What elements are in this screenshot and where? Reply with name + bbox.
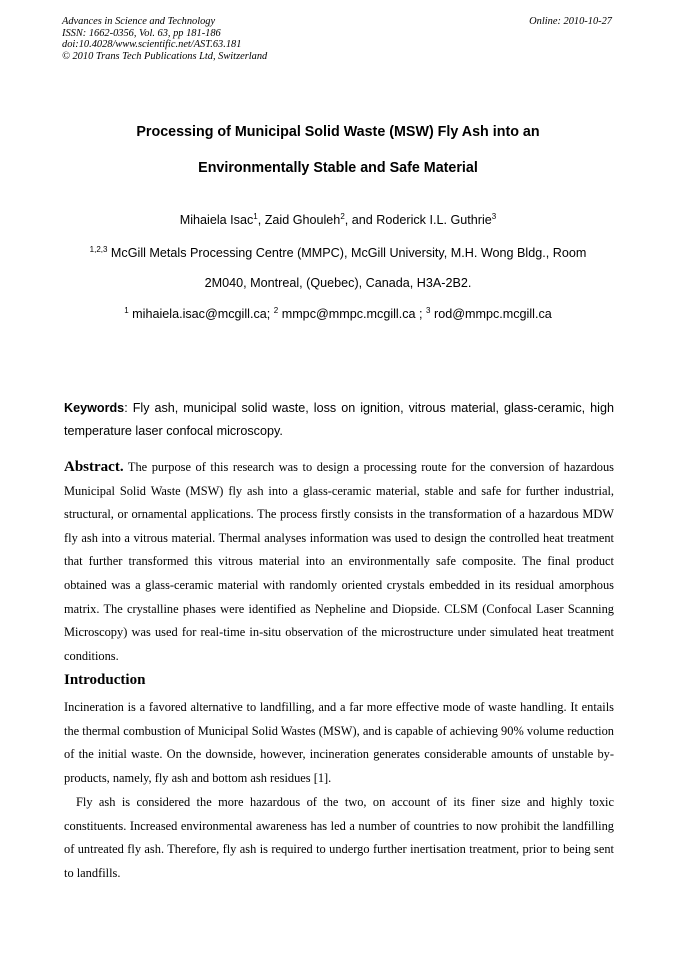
journal-issn: ISSN: 1662-0356, Vol. 63, pp 181-186	[62, 27, 221, 39]
introduction-paragraph-2: Fly ash is considered the more hazardous of the two, on account of its finer size and highly toxic constituents. Increased environmental awareness has led a number of countries to now prohibit the landfilling of untreated fly ash. Therefore, fly ash is required to undergo further inertisation treatment, prior to being sent to landfills.	[64, 795, 614, 880]
author-name: , and Roderick I.L. Guthrie	[344, 213, 492, 227]
author-superscript: 2	[340, 212, 345, 221]
online-date: Online: 2010-10-27	[529, 16, 612, 27]
author-list	[50, 212, 626, 228]
journal-doi: doi:10.4028/www.scientific.net/AST.63.181	[62, 39, 242, 51]
keywords-label: Keywords	[64, 401, 125, 415]
email-link[interactable]: mmpc@mmpc.mcgill.ca ;	[278, 307, 427, 321]
author-superscript: 3	[491, 212, 497, 221]
affiliation-line-2: 2M040, Montreal, (Quebec), Canada, H3A-2B2.	[204, 276, 472, 290]
email-link[interactable]: mihaiela.isac@mcgill.ca;	[128, 307, 274, 321]
journal-header	[62, 16, 267, 62]
journal-name: Advances in Science and Technology	[62, 16, 216, 27]
affiliation-superscript: 1,2,3	[89, 245, 108, 254]
email-superscript: 2	[273, 306, 279, 315]
author-name: Mihaiela Isac	[179, 213, 254, 227]
introduction-heading: Introduction	[64, 672, 146, 688]
email-superscript: 1	[124, 306, 129, 315]
abstract-label: Abstract.	[64, 459, 124, 475]
paper-title-line-1: Processing of Municipal Solid Waste (MSW) Fly Ash into an	[136, 124, 540, 140]
abstract-text: The purpose of this research was to design a processing route for the conversion of hazardous Municipal Solid Waste (MSW) fly ash into a glass-ceramic material, stable and safe for further industrial, structural, or ornamental applications. The process firstly consists in the transformation of a hazardous MDW fly ash into a vitrous material. Thermal analyses information was used to design the controlled heat treatment that further transformed this vitrous material into an environmentally safe composite. The final product obtained was a glass-ceramic material with randomly oriented crystals embedded in its residual amorphous matrix. The crystalline phases were identified as Nepheline and Diopside. CLSM (Confocal Laser Scanning Microscopy) was used for real-time in-situ observation of the microstructure under simulated heat treatment conditions.	[64, 460, 614, 663]
keywords-text: : Fly ash, municipal solid waste, loss on ignition, vitrous material, glass-ceramic, high temperature laser confocal microscopy.	[64, 401, 614, 438]
affiliation-line-1	[50, 245, 626, 261]
author-name: , Zaid Ghouleh	[257, 213, 341, 227]
email-link[interactable]: rod@mmpc.mcgill.ca	[430, 307, 552, 321]
author-emails	[50, 306, 626, 322]
journal-copyright: © 2010 Trans Tech Publications Ltd, Switzerland	[62, 50, 268, 62]
affiliation-text: McGill Metals Processing Centre (MMPC), McGill University, M.H. Wong Bldg., Room	[107, 246, 587, 260]
email-superscript: 3	[426, 306, 431, 315]
keywords	[64, 397, 614, 442]
paper-title-line-2: Environmentally Stable and Safe Material	[198, 160, 478, 176]
author-superscript: 1	[253, 212, 258, 221]
abstract	[64, 456, 614, 668]
introduction-paragraph-1: Incineration is a favored alternative to landfilling, and a far more effective mode of waste handling. It entails the thermal combustion of Municipal Solid Wastes (MSW), and is capable of achieving 90% volume reduction of the initial waste. On the downside, however, incineration generates considerable amounts of unstable by-products, namely, fly ash and bottom ash residues [1].	[64, 700, 614, 785]
